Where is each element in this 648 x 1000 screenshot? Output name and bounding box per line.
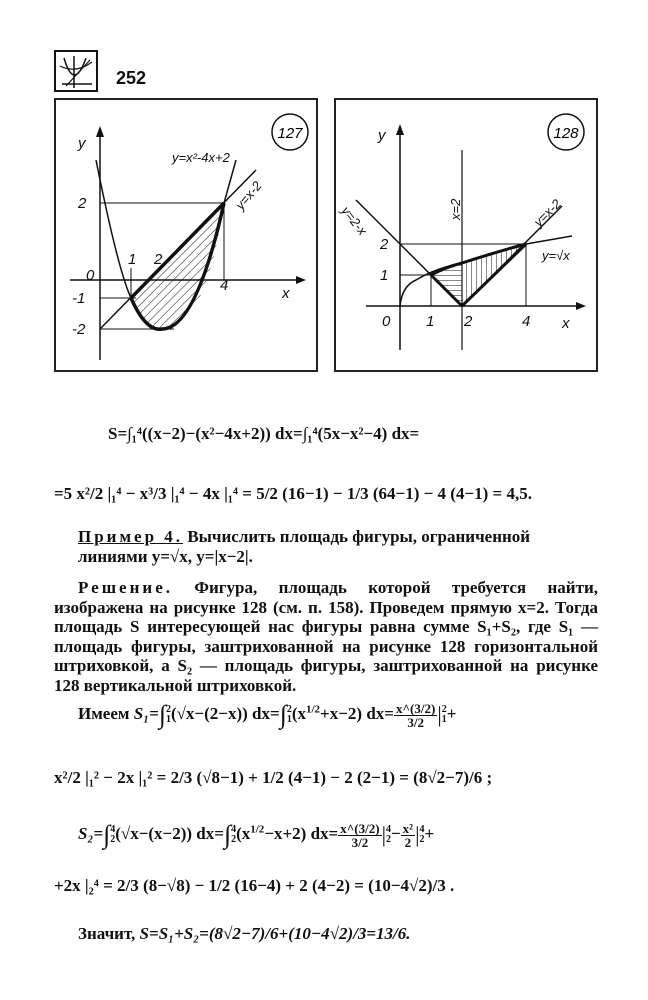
figure-128-number: 128 [553, 125, 579, 142]
s2-integrand2b: −x+2) dx= [264, 823, 339, 843]
figure-128 [334, 98, 598, 372]
chapter-logo [54, 50, 98, 92]
limits-2-4: 4 2 [110, 824, 116, 845]
fig127-x-label: x [282, 285, 290, 302]
limits-1-2: 2 1 [165, 704, 171, 725]
s1-lhs: S₁= [133, 703, 159, 723]
s2-antiderivative: $\frac{x\^{}(3/2)}{3/2}$ [340, 820, 380, 850]
graph-logo-icon [56, 52, 96, 90]
fig127-curve-label: y=x²-4x+2 [172, 150, 230, 165]
solution-heading: Решение. [78, 578, 173, 597]
eval-bar: | [437, 702, 442, 727]
figure-127 [54, 98, 318, 372]
figure-128-graph [336, 100, 596, 370]
fig127-y-label: y [78, 135, 86, 152]
figure-127-graph [56, 100, 316, 370]
integral-sign-icon: ∫ [103, 820, 111, 849]
fig128-tick-4: 4 [522, 313, 531, 330]
fig127-origin: 0 [86, 267, 95, 284]
fig128-origin: 0 [382, 313, 391, 330]
fig127-tick-1: 1 [128, 251, 137, 268]
integral-sign-icon: ∫ [279, 700, 287, 729]
s2-x2-half: $\frac{\text{x²}}{2}$ [402, 820, 414, 850]
eval-bar: | [415, 822, 420, 847]
conclusion-word: Значит, [78, 924, 136, 943]
limits-eval-s2b: 4 2 [419, 824, 425, 845]
s2-integrand2: (x [236, 823, 251, 843]
s2-lhs: S₂= [78, 823, 104, 843]
plus-sign: + [424, 823, 435, 843]
conclusion-formula: S=S₁+S₂=(8√2−7)/6+(10−4√2)/3=13/6. [139, 924, 411, 943]
have-label: Имеем [78, 703, 130, 723]
solution-paragraph [54, 578, 598, 695]
eq1-text: S=∫₁⁴((x−2)−(x²−4x+2)) dx=∫₁⁴(5x−x²−4) dx= [108, 424, 420, 443]
figure-127-number: 127 [277, 125, 303, 142]
s1-antiderivative: $\frac{x\^{}(3/2)}{3/2}$ [395, 700, 436, 730]
s1-integrand: (√x−(2−x)) dx= [170, 703, 280, 723]
example-body: Вычислить площадь фигуры, ограниченной линиями y=√x, y=|x−2|. [78, 527, 531, 566]
equation-result-fig127 [54, 484, 532, 504]
page-number: 252 [116, 68, 147, 88]
limits-1-2b: 2 1 [286, 704, 292, 725]
conclusion [78, 924, 411, 944]
fig128-line1-label: y=2-x [338, 203, 371, 238]
solution-body: Фигура, площадь которой требуется найти, изображена на рисунке 128 (см. п. 158). Проведем прямую x=2. Тогда площадь S интересующей нас фигуры равна сумме S₁+S₂, где S₁ — площадь фигуры, заштрихованной на рисунке 128 горизонтальной штриховкой, а S₂ — площадь фигуры, заштрихованной на рисунке 128 вертикальной штриховкой. [54, 578, 598, 695]
s1-integrand2: (x [291, 703, 306, 723]
s2-integrand: (√x−(x−2)) dx= [115, 823, 224, 843]
fig128-tick-2: 2 [464, 313, 473, 330]
fig128-curve-label: y=√x [542, 248, 570, 263]
eval-bar: | [381, 822, 386, 847]
fig128-tick-1: 1 [426, 313, 435, 330]
equation-s2-result [54, 876, 454, 896]
s2-exp-half: 1/2 [250, 823, 265, 836]
fig127-tick-ym1: -1 [72, 290, 86, 307]
limits-eval-s2: 4 2 [385, 824, 391, 845]
eq2-text: =5 x²/2 |₁⁴ − x³/3 |₁⁴ − 4x |₁⁴ = 5/2 (16−1) − 1/3 (64−1) − 4 (4−1) = 4,5. [54, 484, 532, 503]
minus-sign: − [390, 823, 401, 843]
equation-s1-result [54, 768, 492, 788]
fig128-y-label: y [378, 127, 386, 144]
fig128-x-label: x [562, 315, 570, 332]
example-4 [78, 527, 598, 566]
integral-sign-icon: ∫ [223, 820, 232, 849]
fig128-vline-label: x=2 [448, 198, 463, 220]
equation-area-fig127 [108, 424, 419, 444]
s1-exp-half: 1/2 [305, 703, 321, 716]
eq6-text: +2x |₂⁴ = 2/3 (8−√8) − 1/2 (16−4) + 2 (4−2) = (10−4√2)/3 . [54, 876, 455, 895]
equation-s1 [78, 700, 456, 730]
s1-tail: + [446, 703, 457, 723]
fig128-line2-label: y=x-2 [530, 196, 565, 230]
equation-s2 [78, 820, 434, 850]
fig127-tick-2: 2 [154, 251, 163, 268]
fig127-tick-y2: 2 [78, 195, 87, 212]
limits-2-4b: 4 2 [231, 824, 237, 845]
fig128-tick-y1: 1 [380, 267, 389, 284]
s1-integrand2b: +x−2) dx= [320, 703, 394, 723]
fig128-tick-y2: 2 [380, 236, 389, 253]
fig127-tick-4: 4 [220, 277, 229, 294]
eq4-text: x²/2 |₁² − 2x |₁² = 2/3 (√8−1) + 1/2 (4−1) − 2 (2−1) = (8√2−7)/6 ; [54, 768, 493, 787]
integral-sign-icon: ∫ [158, 700, 166, 729]
fig127-line-label: y=x-2 [232, 178, 265, 213]
limits-eval: 2 1 [441, 704, 447, 725]
fig127-tick-ym2: -2 [72, 321, 86, 338]
example-heading: Пример 4. [78, 527, 184, 546]
